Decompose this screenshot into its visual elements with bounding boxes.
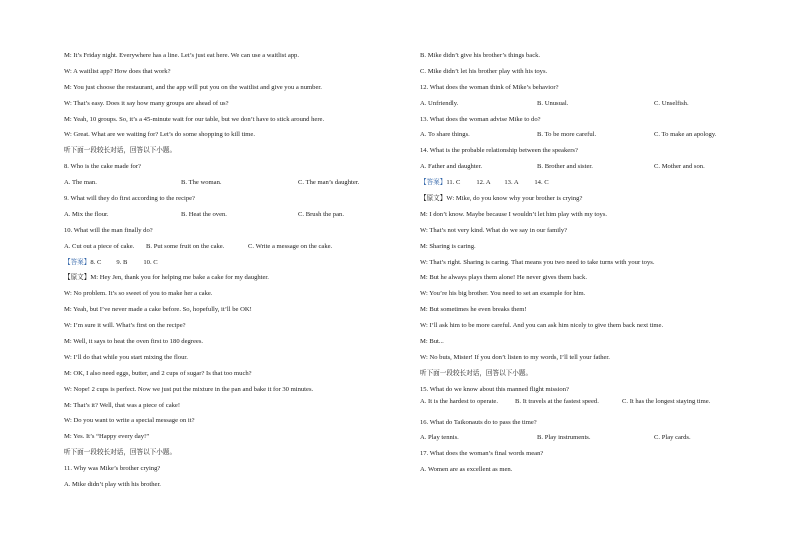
option-c: C. Brush the pan. bbox=[298, 210, 344, 218]
question-12-options bbox=[420, 96, 740, 112]
question-9-options bbox=[64, 207, 390, 223]
question-14-options bbox=[420, 159, 740, 175]
transcript-line: W: No problem. It’s so sweet of you to make her a cake. bbox=[64, 290, 213, 298]
option-b: B. Brother and sister. bbox=[537, 163, 593, 171]
answer-12: 12. A bbox=[476, 179, 491, 187]
question-14: 14. What is the probable relationship between the speakers? bbox=[420, 147, 578, 155]
question-10-options bbox=[64, 239, 390, 255]
transcript-line: 【原文】M: Hey Jen, thank you for helping me bake a cake for my daughter. bbox=[64, 274, 269, 282]
section-instruction: 听下面一段较长对话，回答以下小题。 bbox=[420, 369, 533, 377]
option-a: A. Play tennis. bbox=[420, 434, 459, 442]
option-b: B. The woman. bbox=[181, 179, 222, 187]
transcript-line: M: OK, I also need eggs, butter, and 2 cups of sugar? Is that too much? bbox=[64, 369, 252, 377]
option-b: B. Play instruments. bbox=[537, 434, 591, 442]
question-9: 9. What will they do first according to the recipe? bbox=[64, 195, 195, 203]
dialogue-line: M: It’s Friday night. Everywhere has a line. Let’s just eat here. We can use a waitlist app. bbox=[64, 52, 300, 59]
question-8: 8. Who is the cake made for? bbox=[64, 163, 141, 171]
answer-tag: 【答案】 bbox=[64, 258, 91, 266]
option-c: C. It has the longest staying time. bbox=[622, 397, 711, 405]
answer-11: 11. C bbox=[446, 179, 461, 187]
transcript-line: M: Sharing is caring. bbox=[420, 242, 476, 250]
option-a: A. Unfriendly. bbox=[420, 99, 459, 107]
transcript-line: W: I’m sure it will. What’s first on the recipe? bbox=[64, 322, 186, 330]
option-c: C. Unselfish. bbox=[654, 99, 689, 107]
transcript-line: M: Yes. It’s “Happy every day!” bbox=[64, 433, 150, 441]
transcript-line: W: Nope! 2 cups is perfect. Now we just put the mixture in the pan and bake it for 30 minutes. bbox=[64, 385, 314, 393]
transcript-line: W: That’s not very kind. What do we say in our family? bbox=[420, 226, 568, 234]
left-column bbox=[64, 48, 390, 493]
question-17-option-a: A. Women are as excellent as men. bbox=[420, 466, 513, 474]
answer-13: 13. A bbox=[504, 179, 519, 187]
question-15: 15. What do we know about this manned flight mission? bbox=[420, 385, 569, 393]
answer-9: 9. B bbox=[116, 258, 128, 266]
question-8-options bbox=[64, 175, 390, 191]
question-16: 16. What do Taikonauts do to pass the time? bbox=[420, 418, 537, 426]
question-10: 10. What will the man finally do? bbox=[64, 226, 153, 234]
right-column bbox=[420, 48, 740, 478]
transcript-line: M: But sometimes he even breaks them! bbox=[420, 306, 527, 314]
transcript-line: W: That’s right. Sharing is caring. That means you two need to take turns with your toys. bbox=[420, 258, 655, 266]
transcript-line: W: You’re his big brother. You need to set an example for him. bbox=[420, 290, 586, 298]
option-a: A. Father and daughter. bbox=[420, 163, 483, 171]
question-11-option-a: A. Mike didn’t play with his brother. bbox=[64, 481, 161, 489]
section-instruction: 听下面一段较长对话，回答以下小题。 bbox=[64, 449, 177, 457]
option-a: A. Mix the flour. bbox=[64, 210, 109, 218]
question-11-option-c: C. Mike didn’t let his brother play with his toys. bbox=[420, 67, 548, 75]
option-a: A. The man. bbox=[64, 179, 97, 187]
question-15-options bbox=[420, 398, 740, 415]
option-b: B. Put some fruit on the cake. bbox=[146, 242, 225, 250]
section-instruction: 听下面一段较长对话，回答以下小题。 bbox=[64, 147, 177, 155]
option-b: B. To be more careful. bbox=[537, 131, 597, 139]
dialogue-line: W: Great. What are we waiting for? Let’s do some shopping to kill time. bbox=[64, 131, 255, 139]
dialogue-line: W: A waitlist app? How does that work? bbox=[64, 67, 171, 75]
transcript-line: W: Do you want to write a special message on it? bbox=[64, 417, 195, 425]
answer-tag: 【答案】 bbox=[420, 179, 447, 187]
option-c: C. To make an apology. bbox=[654, 131, 717, 139]
option-a: A. It is the hardest to operate. bbox=[420, 397, 499, 405]
transcript-line: W: No buts, Mister! If you don’t listen to my words, I’ll tell your father. bbox=[420, 353, 610, 361]
answer-8: 8. C bbox=[90, 258, 102, 266]
answer-line bbox=[420, 175, 740, 191]
option-a: A. To share things. bbox=[420, 131, 470, 139]
transcript-line: M: But... bbox=[420, 338, 444, 346]
option-c: C. Play cards. bbox=[654, 434, 691, 442]
answer-10: 10. C bbox=[143, 258, 158, 266]
question-11: 11. Why was Mike’s brother crying? bbox=[64, 465, 161, 473]
question-11-option-b: B. Mike didn’t give his brother’s things back. bbox=[420, 52, 541, 59]
question-13-options bbox=[420, 127, 740, 143]
transcript-line: M: Yeah, but I’ve never made a cake before. So, hopefully, it’ll be OK! bbox=[64, 306, 252, 314]
answer-14: 14. C bbox=[534, 179, 549, 187]
question-13: 13. What does the woman advise Mike to do? bbox=[420, 115, 541, 123]
dialogue-line: W: That’s easy. Does it say how many groups are ahead of us? bbox=[64, 99, 229, 107]
transcript-line: 【原文】W: Mike, do you know why your brother is crying? bbox=[420, 195, 583, 203]
transcript-line: M: That’s it? Well, that was a piece of cake! bbox=[64, 401, 181, 409]
transcript-line: M: Well, it says to heat the oven first to 180 degrees. bbox=[64, 338, 204, 346]
dialogue-line: M: Yeah, 10 groups. So, it’s a 45-minute wait for our table, but we don’t have to stick around here. bbox=[64, 115, 325, 123]
option-c: C. Mother and son. bbox=[654, 163, 705, 171]
transcript-line: W: I’ll ask him to be more careful. And you can ask him nicely to give them back next time. bbox=[420, 322, 664, 330]
option-c: C. The man’s daughter. bbox=[298, 179, 360, 187]
question-12: 12. What does the woman think of Mike’s behavior? bbox=[420, 83, 559, 91]
question-17: 17. What does the woman’s final words mean? bbox=[420, 450, 544, 458]
transcript-line: W: I’ll do that while you start mixing the flour. bbox=[64, 353, 188, 361]
dialogue-line: M: You just choose the restaurant, and the app will put you on the waitlist and give you a number. bbox=[64, 83, 322, 91]
question-16-options bbox=[420, 430, 740, 446]
transcript-line: M: But he always plays them alone! He never gives them back. bbox=[420, 274, 587, 282]
answer-line bbox=[64, 255, 390, 271]
option-b: B. Heat the oven. bbox=[181, 210, 227, 218]
option-c: C. Write a message on the cake. bbox=[248, 242, 333, 250]
option-b: B. Unusual. bbox=[537, 99, 569, 107]
transcript-line: M: I don’t know. Maybe because I wouldn’t let him play with my toys. bbox=[420, 210, 608, 218]
option-a: A. Cut out a piece of cake. bbox=[64, 242, 135, 250]
option-b: B. It travels at the fastest speed. bbox=[515, 397, 599, 405]
